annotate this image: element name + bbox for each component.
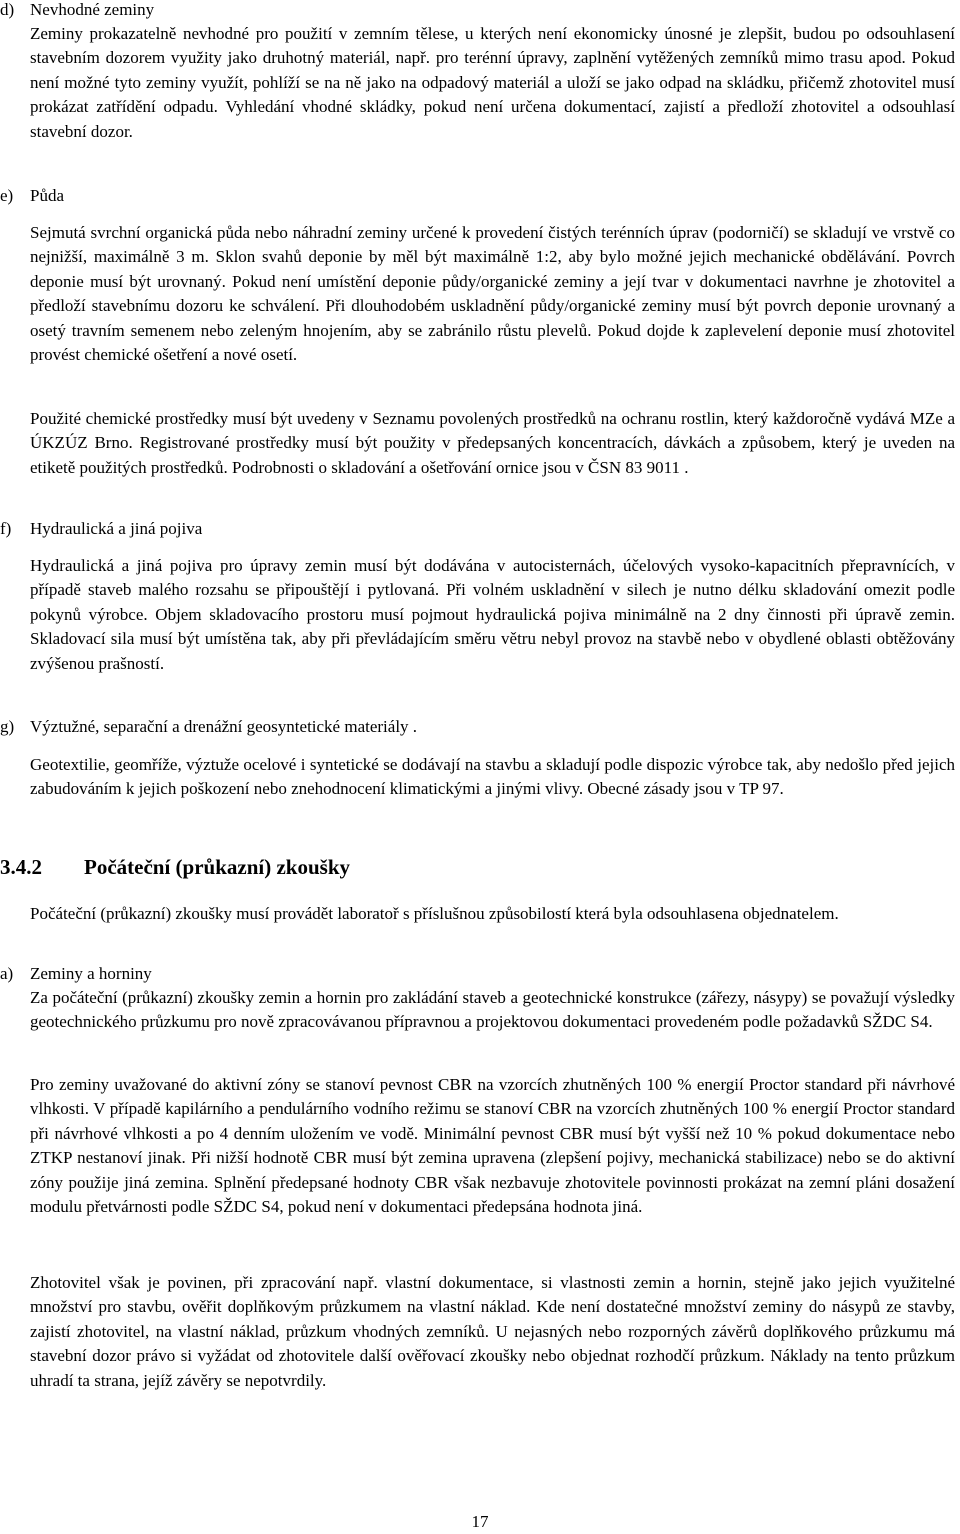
item-d-heading: [0, 0, 930, 22]
item-a-paragraph-2: Pro zeminy uvažované do aktivní zóny se stanoví pevnost CBR na vzorcích zhutněných 100 % energií Proctor standard při návrhové vlhkosti. V případě kapilárního a pendulárního vodního režimu se stanoví CBR na vzorcích zhutněných 100 % energií Proctor standard při návrhové vlhkosti a po 4 denním uložením ve vodě. Minimální pevnost CBR musí být vyšší než 10 % pokud dokumentace nebo ZTKP nestanoví jinak. Při nižší hodnotě CBR musí být zemina upravena (zlepšení pojivy, mechanická stabilizace) nebo se do aktivní zóny použije jiná zemina. Splnění předepsané hodnoty CBR však nezbavuje zhotovitele povinnosti prokázat na zemní pláni dosažení modulu přetvárnosti podle SŽDC S4, pokud není v dokumentaci předepsána hodnota jiná.: [30, 1075, 955, 1217]
item-a-title: Zeminy a horniny: [30, 964, 152, 983]
item-g-label: g): [0, 717, 15, 736]
page-number: 17: [471, 1512, 489, 1531]
item-d-title: Nevhodné zeminy: [30, 0, 155, 19]
item-e-paragraph-2: Použité chemické prostředky musí být uvedeny v Seznamu povolených prostředků na ochranu rostlin, který každoročně vydává MZe a ÚKZÚZ Brno. Registrované prostředky musí být použity v předepsaných koncentracích, dávkách a způsobem, který je uveden na etiketě použitých prostředků. Podrobnosti o skladování a ošetřování ornice jsou v ČSN 83 9011 .: [30, 409, 955, 477]
section-intro: Počáteční (průkazní) zkoušky musí provádět laboratoř s příslušnou způsobilostí která byla odsouhlasena objednatelem.: [30, 904, 839, 923]
item-f-paragraph: Hydraulická a jiná pojiva pro úpravy zemin musí být dodávána v autocisternách, účelových vysoko-kapacitních přepravnících, v případě staveb malého rozsahu se připouštějí i pytlovaná. Při volném uskladnění v silech je nutno délku skladování omezit podle pokynů výrobce. Objem skladovacího prostoru musí pojmout hydraulická pojiva minimálně na 2 dny činnosti při úpravě zemin. Skladovací sila musí být umístěna tak, aby při převládajícím směru větru nebyl provoz na stavbě nebo v obydlené oblasti obtěžovány zvýšenou prašností.: [30, 556, 955, 673]
item-e-label: e): [0, 186, 14, 205]
item-e-title: Půda: [30, 186, 64, 205]
item-g-heading: [0, 715, 930, 739]
item-e-heading: [0, 184, 930, 208]
section-number: 3.4.2: [0, 855, 42, 879]
section-title: Počáteční (průkazní) zkoušky: [84, 855, 351, 879]
item-a-label: a): [0, 964, 14, 983]
item-d-paragraph: Zeminy prokazatelně nevhodné pro použití v zemním tělese, u kterých není ekonomicky únosné je zlepšit, budou po odsouhlasení stavebním dozorem využity jako druhotný materiál, např. pro terénní úpravy, zaplnění vytěžených zemníků mimo trasu apod. Pokud není možné tyto zeminy využít, pohlíží se na ně jako na odpadový materiál a uloží se jako odpad na skládku, přičemž zhotovitel musí prokázat zatřídění odpadu. Vyhledání vhodné skládky, pokud není určena dokumentací, zajistí a předloží zhotovitel a odsouhlasí stavební dozor.: [30, 24, 955, 141]
item-f-heading: [0, 517, 930, 541]
section-heading: [0, 854, 350, 880]
item-g-paragraph: Geotextilie, geomříže, výztuže ocelové i syntetické se dodávají na stavbu a skladují podle dispozic výrobce tak, aby nedošlo před jejich zabudováním k jejich poškození nebo znehodnocení klimatickými a jinými vlivy. Obecné zásady jsou v TP 97.: [30, 755, 955, 799]
item-a-paragraph-1: Za počáteční (průkazní) zkoušky zemin a hornin pro zakládání staveb a geotechnické konstrukce (zářezy, násypy) se považují výsledky geotechnického průzkumu pro nově zpracovávanou přípravnou a projektovou dokumentaci provedeném podle požadavků SŽDC S4.: [30, 988, 955, 1032]
item-e-paragraph-1: Sejmutá svrchní organická půda nebo náhradní zeminy určené k provedení čistých terénních úprav (podorničí) se skladují ve vrstvě co nejnižší, maximálně 3 m. Sklon svahů deponie by měl být maximálně 1:2, aby bylo možné jejich mechanické obdělávání. Povrch deponie musí být urovnaný. Pokud není umístění deponie půdy/organické zeminy a její tvar v dokumentaci navrhne je zhotovitel a předloží stavebnímu dozoru ke schválení. Při dlouhodobém uskladnění půdy/organické zeminy musí být povrch deponie urovnaný a osetý travním semenem nebo zeleným hnojením, aby se zabránilo růstu plevelů. Pokud dojde k zaplevelení deponie musí zhotovitel provést chemické ošetření a nové osetí.: [30, 223, 955, 365]
item-a-heading: [0, 962, 930, 986]
item-f-label: f): [0, 519, 12, 538]
item-g-title: Výztužné, separační a drenážní geosyntetické materiály .: [30, 717, 418, 736]
item-f-title: Hydraulická a jiná pojiva: [30, 519, 203, 538]
item-d-label: d): [0, 0, 15, 19]
item-a-paragraph-3: Zhotovitel však je povinen, při zpracování např. vlastní dokumentace, si vlastnosti zemin a hornin, stejně jako jejich využitelné množství pro stavbu, ověřit doplňkovým průzkumem na vlastní náklad. Kde není dostatečné množství zeminy do násypů ze stavby, zajistí zhotovitel, na vlastní náklad, průzkum vhodných zemníků. U nejasných nebo rozporných závěrů doplňkového průzkumu má stavební dozor právo si vyžádat od zhotovitele další ověřovací zkoušky nebo objednat rozhodčí průzkum. Náklady na tento průzkum uhradí ta strana, jejíž závěry se nepotvrdily.: [30, 1273, 955, 1390]
